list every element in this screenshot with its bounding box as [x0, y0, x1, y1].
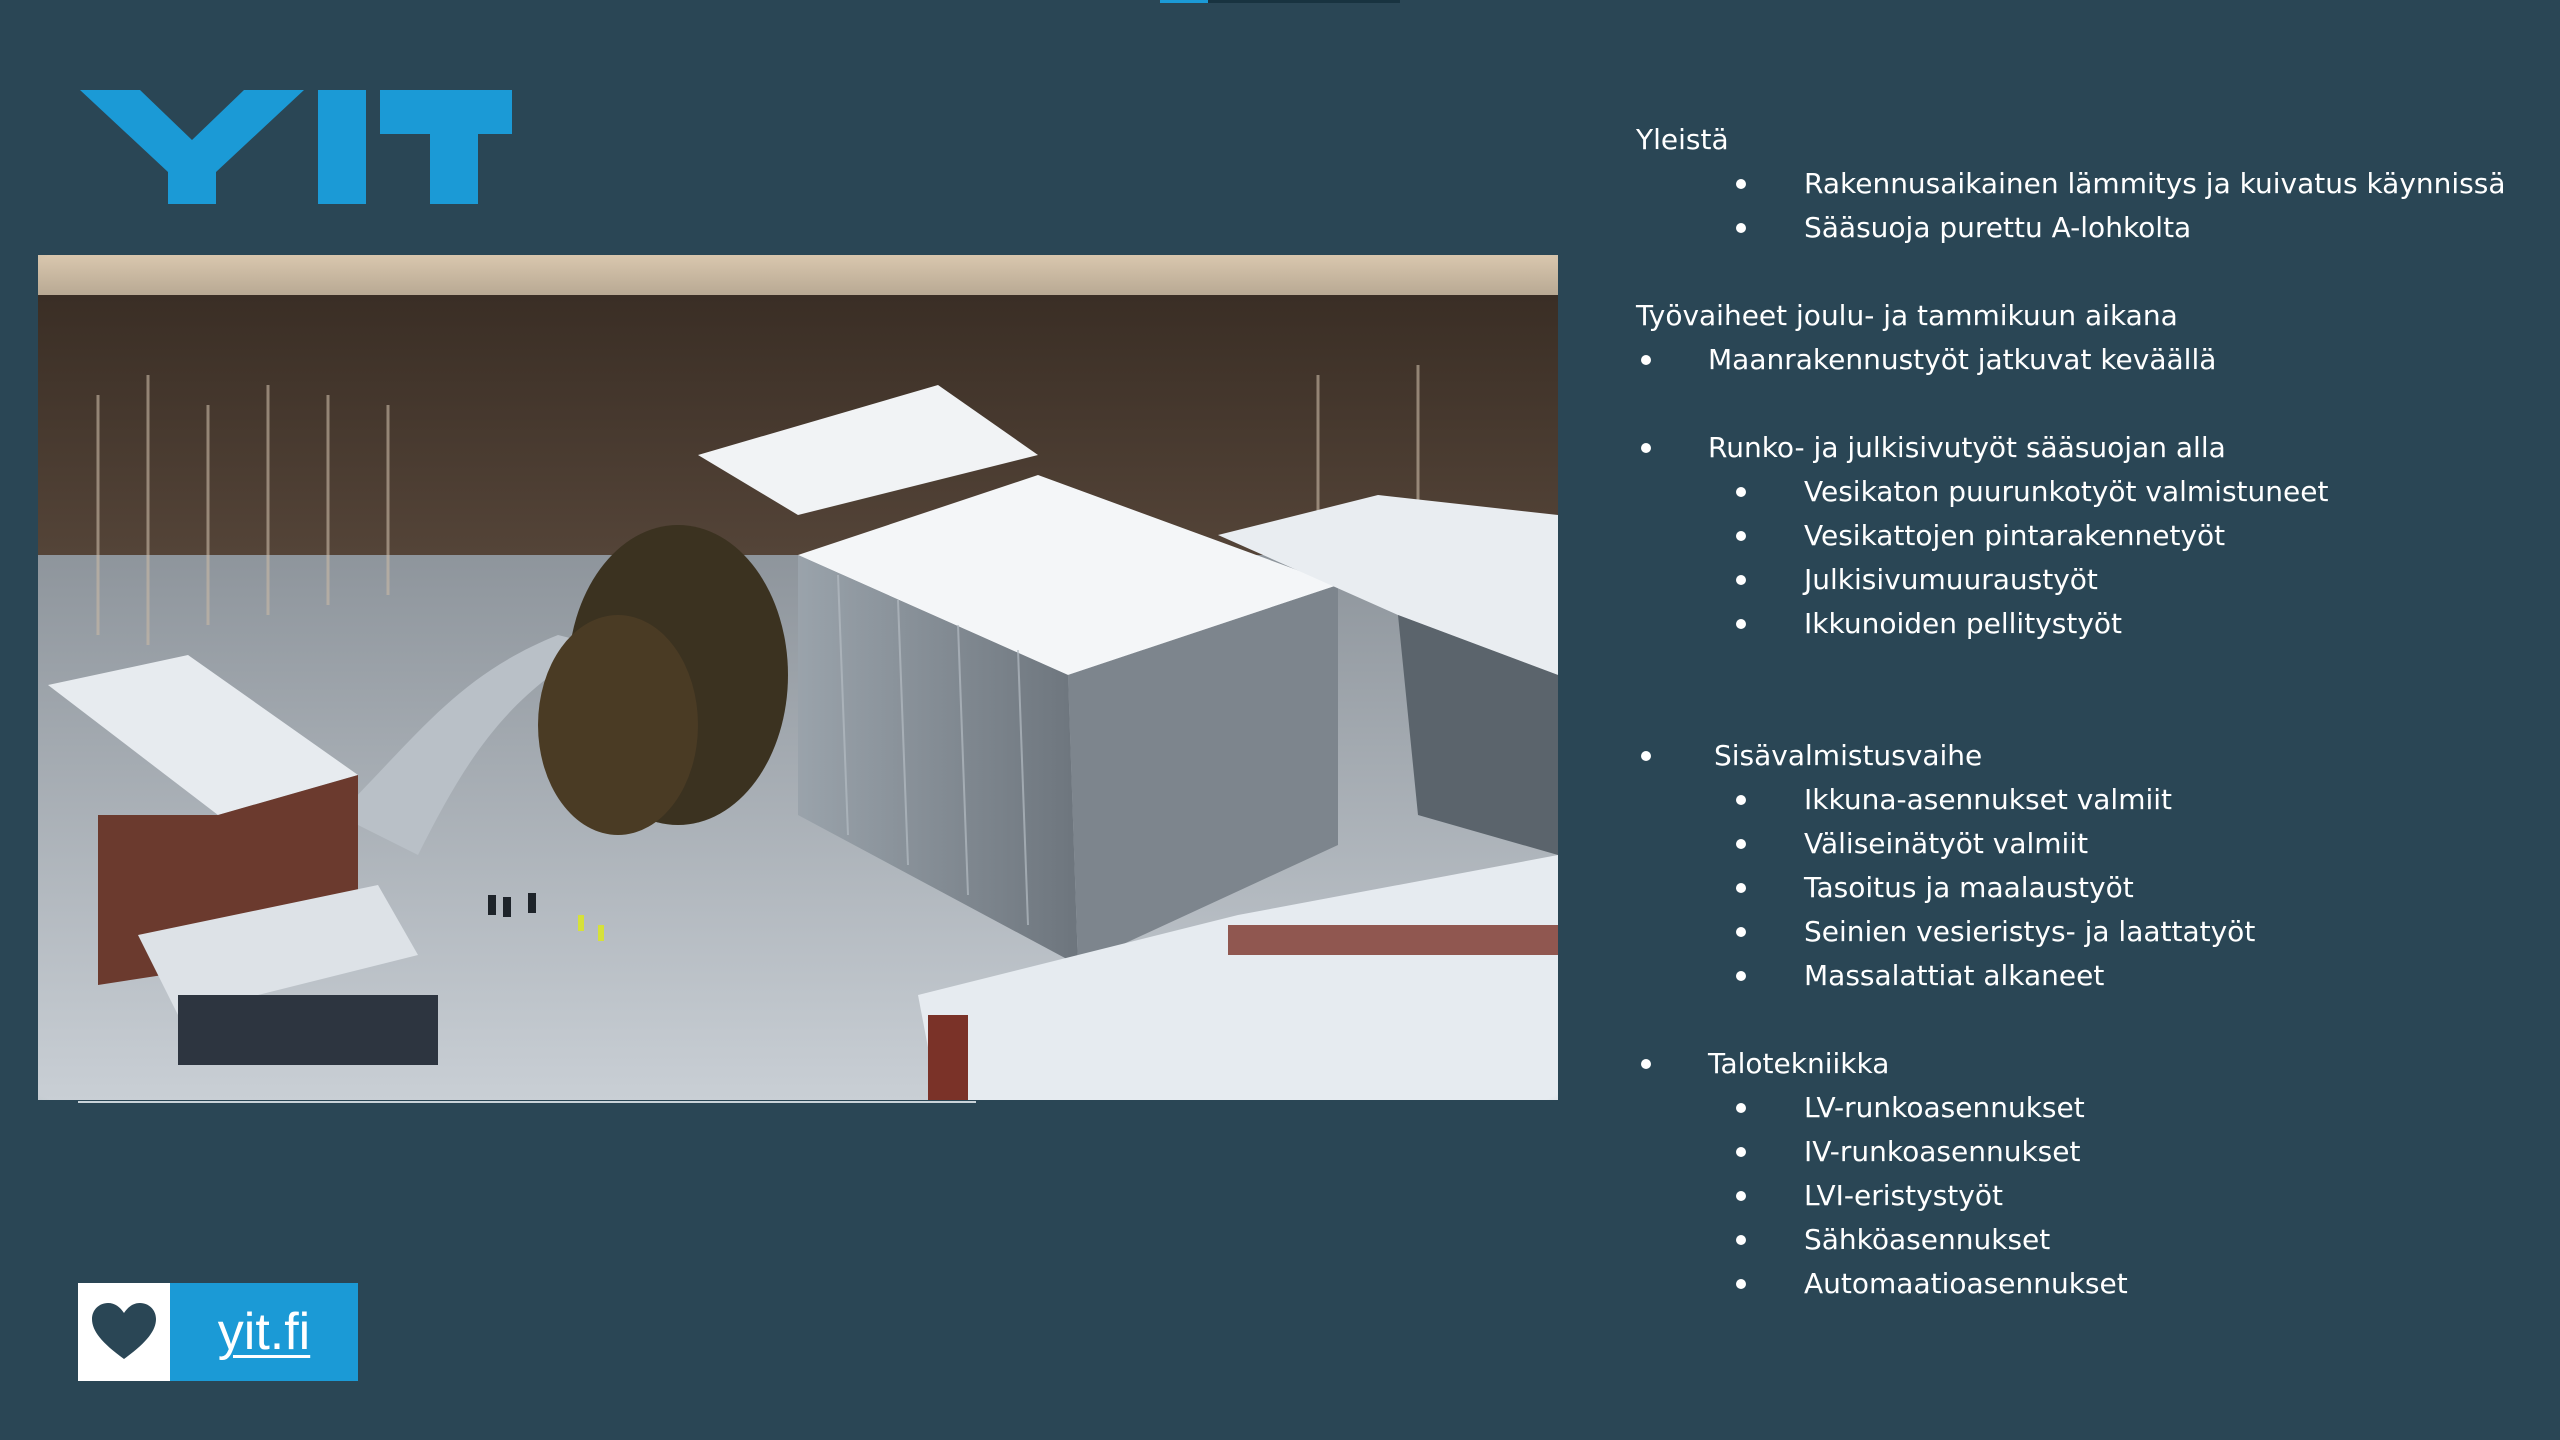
url-box[interactable]	[170, 1283, 358, 1381]
bullet-icon	[1736, 531, 1746, 541]
list-item: Julkisivumuuraustyöt	[1636, 558, 2516, 602]
list-item: Väliseinätyöt valmiit	[1636, 822, 2516, 866]
list-item: Ikkunoiden pellitystyöt	[1636, 602, 2516, 646]
heart-box	[78, 1283, 170, 1381]
list-item: LVI-eristystyöt	[1636, 1174, 2516, 1218]
list-item: IV-runkoasennukset	[1636, 1130, 2516, 1174]
heart-icon	[92, 1303, 156, 1361]
bullet-icon	[1736, 883, 1746, 893]
slide-progress-marker	[1160, 0, 1400, 3]
list-item: Tasoitus ja maalaustyöt	[1636, 866, 2516, 910]
list-item: Runko- ja julkisivutyöt sääsuojan alla	[1636, 426, 2516, 470]
bullet-icon	[1736, 971, 1746, 981]
list-item: Massalattiat alkaneet	[1636, 954, 2516, 998]
bullet-icon	[1736, 1235, 1746, 1245]
bullet-icon	[1736, 575, 1746, 585]
list-item: Talotekniikka	[1636, 1042, 2516, 1086]
list-item: Ikkuna-asennukset valmiit	[1636, 778, 2516, 822]
list-item: Sähköasennukset	[1636, 1218, 2516, 1262]
list-item: Vesikaton puurunkotyöt valmistuneet	[1636, 470, 2516, 514]
list-item: Automaatioasennukset	[1636, 1262, 2516, 1306]
bullet-icon	[1736, 1279, 1746, 1289]
bullet-icon	[1736, 223, 1746, 233]
bullet-icon	[1736, 1103, 1746, 1113]
bullet-icon	[1736, 795, 1746, 805]
section-heading: Työvaiheet joulu- ja tammikuun aikana	[1636, 299, 2178, 332]
list-item: Seinien vesieristys- ja laattatyöt	[1636, 910, 2516, 954]
list-item: Maanrakennustyöt jatkuvat keväällä	[1636, 338, 2516, 382]
bullet-icon	[1736, 927, 1746, 937]
bullet-icon	[1641, 355, 1651, 365]
bullet-icon	[1736, 1191, 1746, 1201]
yit-website-badge[interactable]	[78, 1283, 358, 1381]
bullet-icon	[1641, 751, 1651, 761]
divider-line	[78, 1101, 976, 1103]
website-link[interactable]: yit.fi	[217, 1303, 311, 1361]
bullet-icon	[1736, 619, 1746, 629]
yit-logo	[80, 90, 512, 204]
bullet-icon	[1736, 839, 1746, 849]
bullet-icon	[1736, 179, 1746, 189]
list-item: Sääsuoja purettu A-lohkolta	[1636, 206, 2516, 250]
bullet-icon	[1736, 487, 1746, 497]
list-item: Sisävalmistusvaihe	[1636, 734, 2516, 778]
list-item: Rakennusaikainen lämmitys ja kuivatus käynnissä	[1636, 162, 2516, 206]
bullet-icon	[1736, 1147, 1746, 1157]
aerial-construction-photo	[38, 255, 1558, 1100]
list-item: LV-runkoasennukset	[1636, 1086, 2516, 1130]
list-item: Vesikattojen pintarakennetyöt	[1636, 514, 2516, 558]
progress-list	[1636, 118, 2516, 1306]
section-heading: Yleistä	[1636, 123, 1729, 156]
bullet-icon	[1641, 443, 1651, 453]
bullet-icon	[1641, 1059, 1651, 1069]
